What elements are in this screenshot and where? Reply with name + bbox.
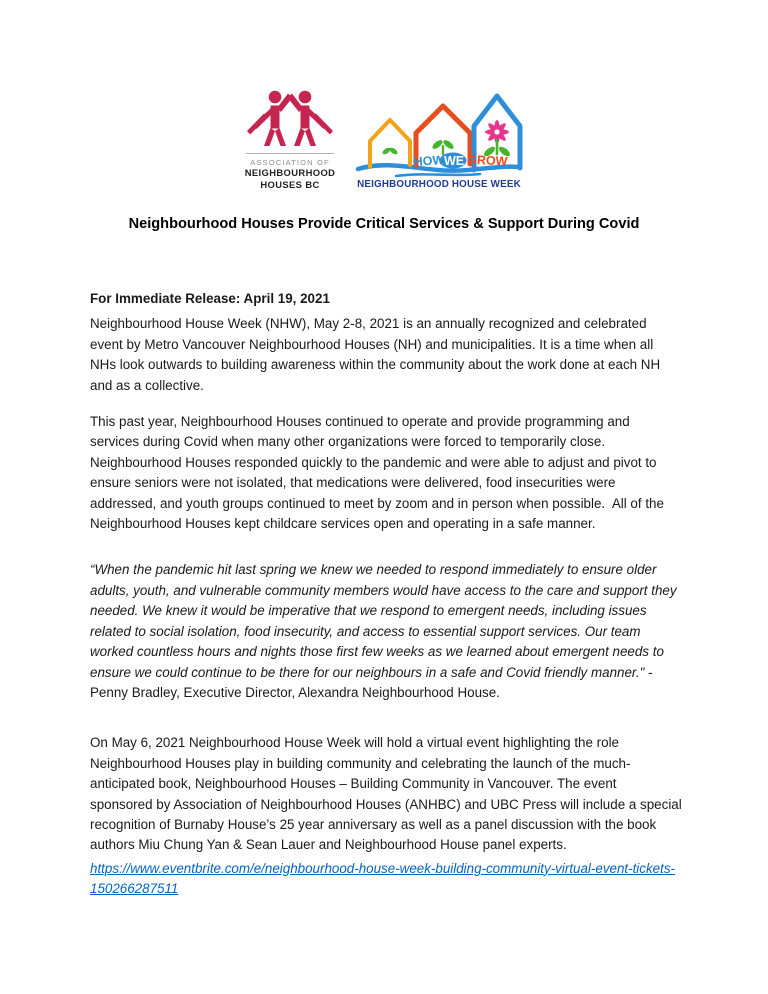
page-title: Neighbourhood Houses Provide Critical Services & Support During Covid [128,216,640,232]
tagline-we: WE [444,154,465,168]
quote-text: “When the pandemic hit last spring we knew we needed to respond immediately to ensure older adults, youth, and vulnerable community members would have access to the care and support they needed. We knew it would be imperative that we respond to emergent needs, including issues related to social isolation, food insecurity, and access to essential support services. Our team worked countless hours and nights those first few weeks as we learned about emergent needs to ensure we could continue to be there for our neighbours in a safe and Covid friendly manner." [90,562,681,680]
tagline-how: HOW [413,152,445,169]
paragraph-covid-services: This past year, Neighbourhood Houses continued to operate and provide programming and services during Covid when many other organizations were forced to temporarily close. Neighbourhood Houses responded quickly to the pandemic and were able to adjust and pivot to ensure seniors were not isolated, that medications were delivered, food insecurities were addressed, and youth groups continued to meet by zoom and in person when possible. All of the Neighbourhood Houses kept childcare services open and operating in a safe manner. [90,414,668,532]
release-dateline: For Immediate Release: April 19, 2021 [90,291,330,306]
event-link-paragraph [90,859,682,900]
anhbc-logo [244,84,336,190]
anhbc-figures-icon [244,84,336,148]
anhbc-label-neighbourhood: NEIGHBOURHOOD [244,167,336,178]
paragraph-quote [90,560,682,703]
anhbc-divider [246,153,334,154]
eventbrite-link[interactable]: https://www.eventbrite.com/e/neighbourhood-house-week-building-community-virtual-event-tickets-150266287511 [90,860,675,897]
anhbc-label-association: ASSOCIATION OF [250,158,330,167]
quote-attribution: -Penny Bradley, Executive Director, Alexandra Neighbourhood House. [90,664,653,700]
nhw-banner-label: NEIGHBOURHOOD HOUSE WEEK [357,179,521,190]
nhw-houses-icon [354,88,524,190]
document-body [90,289,686,900]
nhw-logo [354,88,524,195]
logos-row [0,0,768,195]
paragraph-virtual-event: On May 6, 2021 Neighbourhood House Week will hold a virtual event highlighting the role Neighbourhood Houses play in building community and celebrating the launch of the much-anticipated book, Neighbourhood Houses – Building Community in Vancouver. The event sponsored by Association of Neighbourhood Houses (ANHBC) and UBC Press will include a special recognition of Burnaby House’s 25 year anniversary as well as a panel discussion with the book authors Miu Chung Yan & Sean Lauer and Neighbourhood House panel experts. [90,735,686,853]
tagline-grow: GROW [466,152,508,169]
anhbc-label-houses-bc: HOUSES BC [260,178,320,190]
paragraph-nhw-intro: Neighbourhood House Week (NHW), May 2-8, 2021 is an annually recognized and celebrated event by Metro Vancouver Neighbourhood Houses (NH) and municipalities. It is a time when all NHs look outwards to building awareness within the community about the work done at each NH and as a collective. [90,316,664,393]
